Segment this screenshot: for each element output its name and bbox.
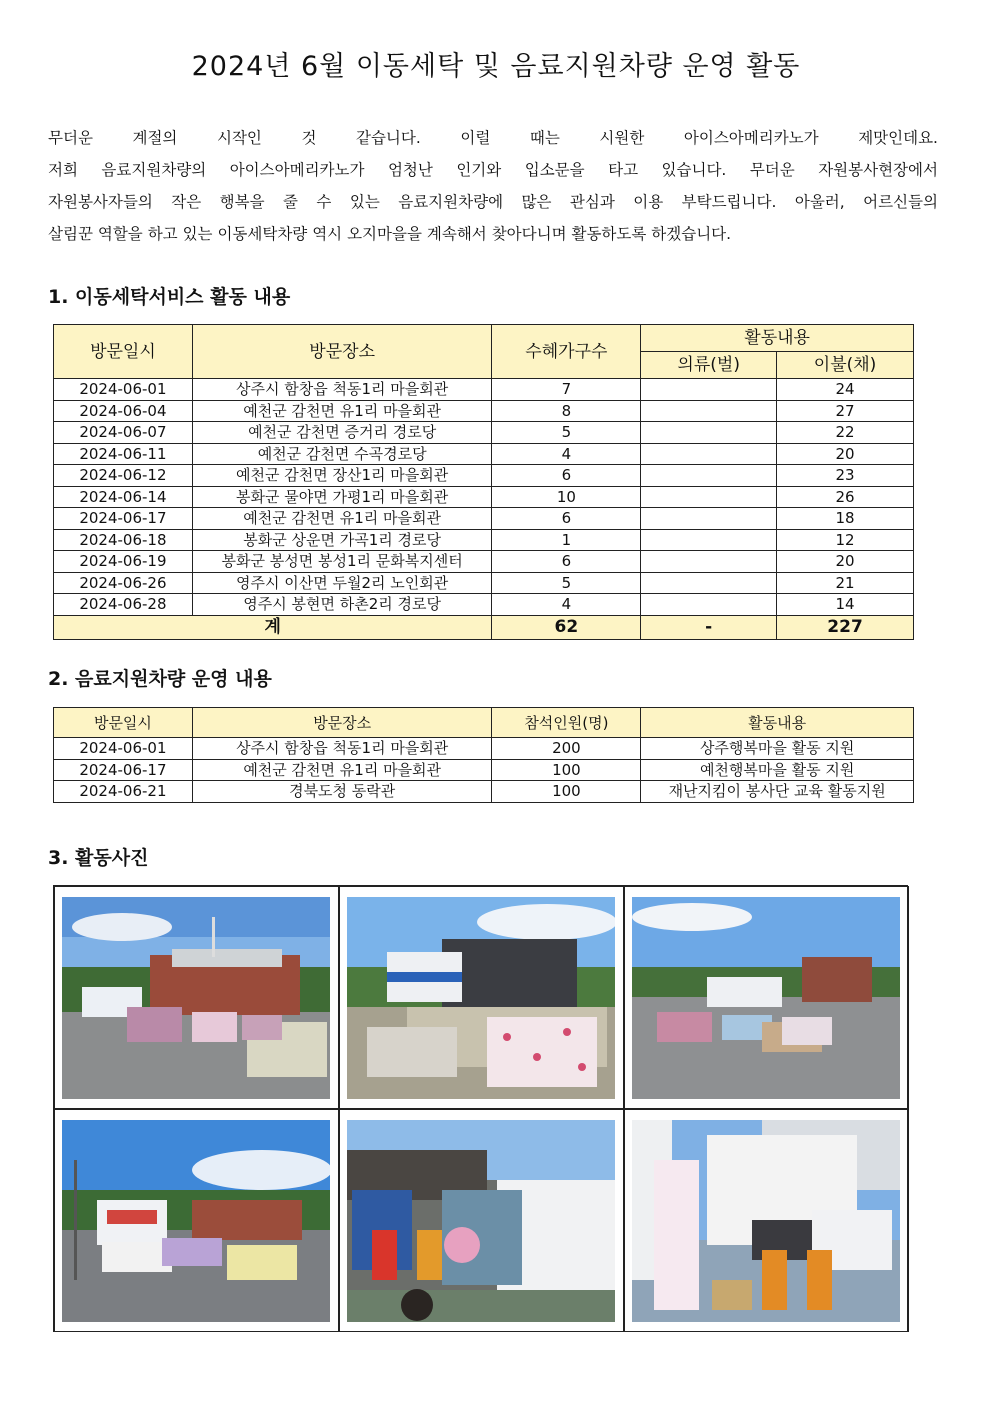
table-row bbox=[54, 738, 914, 760]
table-cell-date: 2024-06-28 bbox=[54, 594, 193, 616]
table-cell-bedding: 26 bbox=[777, 486, 914, 508]
table-cell-households: 4 bbox=[492, 443, 641, 465]
activity-photo bbox=[632, 897, 900, 1099]
table-cell-clothes bbox=[641, 529, 777, 551]
table-cell-activity: 상주행복마을 활동 지원 bbox=[641, 738, 914, 760]
table-cell-date: 2024-06-01 bbox=[54, 738, 193, 760]
col-header-date: 방문일시 bbox=[54, 708, 193, 738]
table-row bbox=[54, 443, 914, 465]
total-clothes: - bbox=[641, 615, 777, 639]
total-row bbox=[54, 615, 914, 639]
table-cell-households: 6 bbox=[492, 465, 641, 487]
table-cell-clothes bbox=[641, 486, 777, 508]
table-cell-clothes bbox=[641, 400, 777, 422]
table-cell-place: 예천군 감천면 유1리 마을회관 bbox=[192, 759, 492, 781]
table-cell-households: 6 bbox=[492, 551, 641, 573]
table-cell-place: 영주시 봉현면 하촌2리 경로당 bbox=[192, 594, 492, 616]
table-cell-place: 경북도청 동락관 bbox=[192, 781, 492, 803]
table-row bbox=[54, 508, 914, 530]
table-cell-date: 2024-06-17 bbox=[54, 759, 193, 781]
table-cell-bedding: 23 bbox=[777, 465, 914, 487]
photo-grid bbox=[53, 885, 908, 1332]
table-row bbox=[54, 422, 914, 444]
table-cell-households: 5 bbox=[492, 422, 641, 444]
table-cell-date: 2024-06-21 bbox=[54, 781, 193, 803]
table-cell-date: 2024-06-01 bbox=[54, 379, 193, 401]
table-cell-bedding: 27 bbox=[777, 400, 914, 422]
total-label: 계 bbox=[54, 615, 492, 639]
table-cell-bedding: 12 bbox=[777, 529, 914, 551]
page-title: 2024년 6월 이동세탁 및 음료지원차량 운영 활동 bbox=[191, 51, 801, 82]
table-cell-households: 7 bbox=[492, 379, 641, 401]
intro-line: 무더운 계절의 시작인 것 같습니다. 이럴 때는 시원한 아이스아메리카노가 제맛인데요. bbox=[48, 129, 938, 147]
photo-cell bbox=[624, 1109, 909, 1332]
table-cell-clothes bbox=[641, 465, 777, 487]
table-cell-bedding: 21 bbox=[777, 572, 914, 594]
table-cell-date: 2024-06-12 bbox=[54, 465, 193, 487]
table-cell-clothes bbox=[641, 379, 777, 401]
table-cell-date: 2024-06-19 bbox=[54, 551, 193, 573]
table-row bbox=[54, 379, 914, 401]
table-cell-bedding: 22 bbox=[777, 422, 914, 444]
table-cell-attendees: 100 bbox=[492, 781, 641, 803]
table-row bbox=[54, 594, 914, 616]
table-cell-clothes bbox=[641, 572, 777, 594]
table-row bbox=[54, 551, 914, 573]
photo-cell bbox=[54, 1109, 339, 1332]
table-cell-clothes bbox=[641, 443, 777, 465]
table-cell-activity: 예천행복마을 활동 지원 bbox=[641, 759, 914, 781]
table-cell-place: 봉화군 물야면 가평1리 마을회관 bbox=[192, 486, 492, 508]
table-row bbox=[54, 781, 914, 803]
table-cell-attendees: 100 bbox=[492, 759, 641, 781]
section1-heading: 1. 이동세탁서비스 활동 내용 bbox=[48, 286, 291, 308]
table-cell-date: 2024-06-04 bbox=[54, 400, 193, 422]
total-households: 62 bbox=[492, 615, 641, 639]
col-header-attendees: 참석인원(명) bbox=[492, 708, 641, 738]
activity-photo bbox=[347, 1120, 615, 1322]
activity-photo bbox=[62, 1120, 330, 1322]
table-cell-place: 봉화군 상운면 가곡1리 경로당 bbox=[192, 529, 492, 551]
table-cell-bedding: 24 bbox=[777, 379, 914, 401]
table-cell-place: 예천군 감천면 증거리 경로당 bbox=[192, 422, 492, 444]
section3-heading: 3. 활동사진 bbox=[48, 847, 149, 869]
col-header-activity: 활동내용 bbox=[641, 325, 914, 352]
table-cell-bedding: 20 bbox=[777, 551, 914, 573]
table-cell-activity: 재난지킴이 봉사단 교육 활동지원 bbox=[641, 781, 914, 803]
total-bedding: 227 bbox=[777, 615, 914, 639]
col-header-clothes: 의류(벌) bbox=[641, 352, 777, 379]
table-row bbox=[54, 400, 914, 422]
photo-cell bbox=[624, 886, 909, 1109]
table-row bbox=[54, 486, 914, 508]
table-cell-place: 예천군 감천면 수곡경로당 bbox=[192, 443, 492, 465]
col-header-households: 수혜가구수 bbox=[492, 325, 641, 379]
photo-cell bbox=[54, 886, 339, 1109]
table-cell-place: 봉화군 봉성면 봉성1리 문화복지센터 bbox=[192, 551, 492, 573]
table-cell-date: 2024-06-26 bbox=[54, 572, 193, 594]
section2-heading: 2. 음료지원차량 운영 내용 bbox=[48, 668, 272, 690]
table-cell-households: 1 bbox=[492, 529, 641, 551]
table-cell-households: 10 bbox=[492, 486, 641, 508]
table-cell-households: 6 bbox=[492, 508, 641, 530]
table-cell-date: 2024-06-17 bbox=[54, 508, 193, 530]
table-cell-place: 예천군 감천면 유1리 마을회관 bbox=[192, 400, 492, 422]
table-cell-place: 상주시 함창읍 척동1리 마을회관 bbox=[192, 738, 492, 760]
table-cell-bedding: 14 bbox=[777, 594, 914, 616]
laundry-table bbox=[53, 324, 914, 640]
table-cell-clothes bbox=[641, 594, 777, 616]
col-header-date: 방문일시 bbox=[54, 325, 193, 379]
intro-line: 살림꾼 역할을 하고 있는 이동세탁차량 역시 오지마을을 계속해서 찾아다니며 활동하도록 하겠습니다. bbox=[48, 225, 732, 243]
table-cell-date: 2024-06-14 bbox=[54, 486, 193, 508]
table-cell-households: 5 bbox=[492, 572, 641, 594]
table-cell-bedding: 20 bbox=[777, 443, 914, 465]
intro-paragraph bbox=[48, 122, 938, 250]
photo-cell bbox=[339, 886, 624, 1109]
activity-photo bbox=[347, 897, 615, 1099]
col-header-activity: 활동내용 bbox=[641, 708, 914, 738]
table-cell-clothes bbox=[641, 551, 777, 573]
activity-photo bbox=[62, 897, 330, 1099]
intro-line: 저희 음료지원차량의 아이스아메리카노가 엄청난 인기와 입소문을 타고 있습니다. 무더운 자원봉사현장에서 bbox=[48, 161, 938, 179]
table-cell-place: 영주시 이산면 두월2리 노인회관 bbox=[192, 572, 492, 594]
table-cell-place: 예천군 감천면 장산1리 마을회관 bbox=[192, 465, 492, 487]
beverage-table bbox=[53, 707, 914, 803]
table-cell-clothes bbox=[641, 508, 777, 530]
table-row bbox=[54, 465, 914, 487]
table-cell-date: 2024-06-07 bbox=[54, 422, 193, 444]
photo-cell bbox=[339, 1109, 624, 1332]
intro-line: 자원봉사자들의 작은 행복을 줄 수 있는 음료지원차량에 많은 관심과 이용 부탁드립니다. 아울러, 어르신들의 bbox=[48, 193, 938, 211]
table-cell-bedding: 18 bbox=[777, 508, 914, 530]
table-cell-attendees: 200 bbox=[492, 738, 641, 760]
col-header-place: 방문장소 bbox=[192, 708, 492, 738]
table-cell-date: 2024-06-18 bbox=[54, 529, 193, 551]
table-cell-place: 상주시 함창읍 척동1리 마을회관 bbox=[192, 379, 492, 401]
table-cell-clothes bbox=[641, 422, 777, 444]
col-header-place: 방문장소 bbox=[192, 325, 492, 379]
table-row bbox=[54, 759, 914, 781]
activity-photo bbox=[632, 1120, 900, 1322]
col-header-bedding: 이불(채) bbox=[777, 352, 914, 379]
table-cell-households: 8 bbox=[492, 400, 641, 422]
table-cell-place: 예천군 감천면 유1리 마을회관 bbox=[192, 508, 492, 530]
table-cell-households: 4 bbox=[492, 594, 641, 616]
table-row bbox=[54, 572, 914, 594]
table-cell-date: 2024-06-11 bbox=[54, 443, 193, 465]
table-row bbox=[54, 529, 914, 551]
